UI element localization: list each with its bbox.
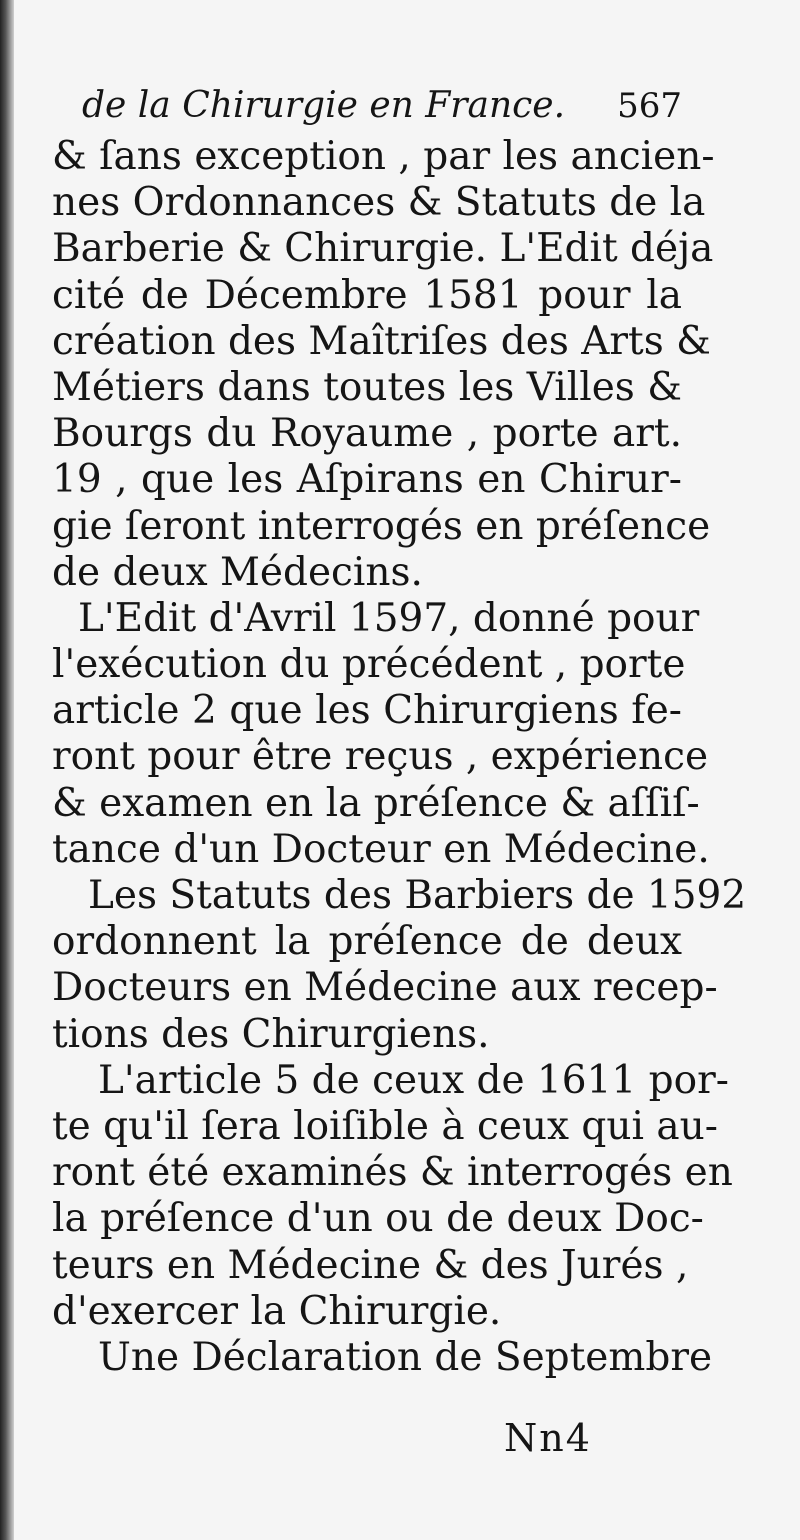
text-line: gie ſeront interrogés en préſence xyxy=(52,503,711,549)
text-line: Une Déclaration de Septembre xyxy=(98,1334,713,1380)
text-line: Docteurs en Médecine aux recep- xyxy=(52,965,718,1011)
text-line: ront été examinés & interrogés en xyxy=(52,1150,733,1196)
text-line: l'exécution du précédent , porte xyxy=(52,642,686,688)
text-line: L'Edit d'Avril 1597, donné pour xyxy=(78,595,700,641)
text-line: teurs en Médecine & des Jurés , xyxy=(52,1242,689,1288)
text-line: tance d'un Docteur en Médecine. xyxy=(52,826,710,872)
text-line: Les Statuts des Barbiers de 1592 xyxy=(88,873,747,918)
text-line: Bourgs du Royaume , porte art. xyxy=(52,411,682,457)
running-header xyxy=(52,78,682,134)
text-line: ront pour être reçus , expérience xyxy=(52,734,709,780)
page-text-block xyxy=(52,78,747,1381)
text-line: d'exercer la Chirurgie. xyxy=(52,1288,502,1334)
text-line: tions des Chirurgiens. xyxy=(52,1011,490,1057)
text-line: & examen en la préſence & aſſiſ- xyxy=(52,780,700,826)
text-line: la préſence d'un ou de deux Doc- xyxy=(52,1196,704,1242)
text-line: 19 , que les Aſpirans en Chirur- xyxy=(52,457,682,503)
text-line: & ſans exception , par les ancien- xyxy=(52,134,715,179)
text-line: ordonnent la préſence de deux xyxy=(52,919,682,965)
text-line: Métiers dans toutes les Villes & xyxy=(52,364,682,410)
text-line: nes Ordonnances & Statuts de la xyxy=(52,180,706,226)
text-line: de deux Médecins. xyxy=(52,549,423,595)
text-line: article 2 que les Chirurgiens fe- xyxy=(52,688,682,734)
text-line: te qu'il ſera loiſible à ceux qui au- xyxy=(52,1103,718,1149)
signature-mark: Nn4 xyxy=(504,1416,592,1460)
text-line: création des Maîtriſes des Arts & xyxy=(52,318,711,364)
text-line: L'article 5 de ceux de 1611 por- xyxy=(98,1057,729,1103)
text-line: Barberie & Chirurgie. L'Edit déja xyxy=(52,226,714,272)
page-binding-edge xyxy=(0,0,14,1540)
page-number: 567 xyxy=(617,86,682,126)
running-title: de la Chirurgie en France. xyxy=(82,85,566,126)
text-line: cité de Décembre 1581 pour la xyxy=(52,272,682,318)
